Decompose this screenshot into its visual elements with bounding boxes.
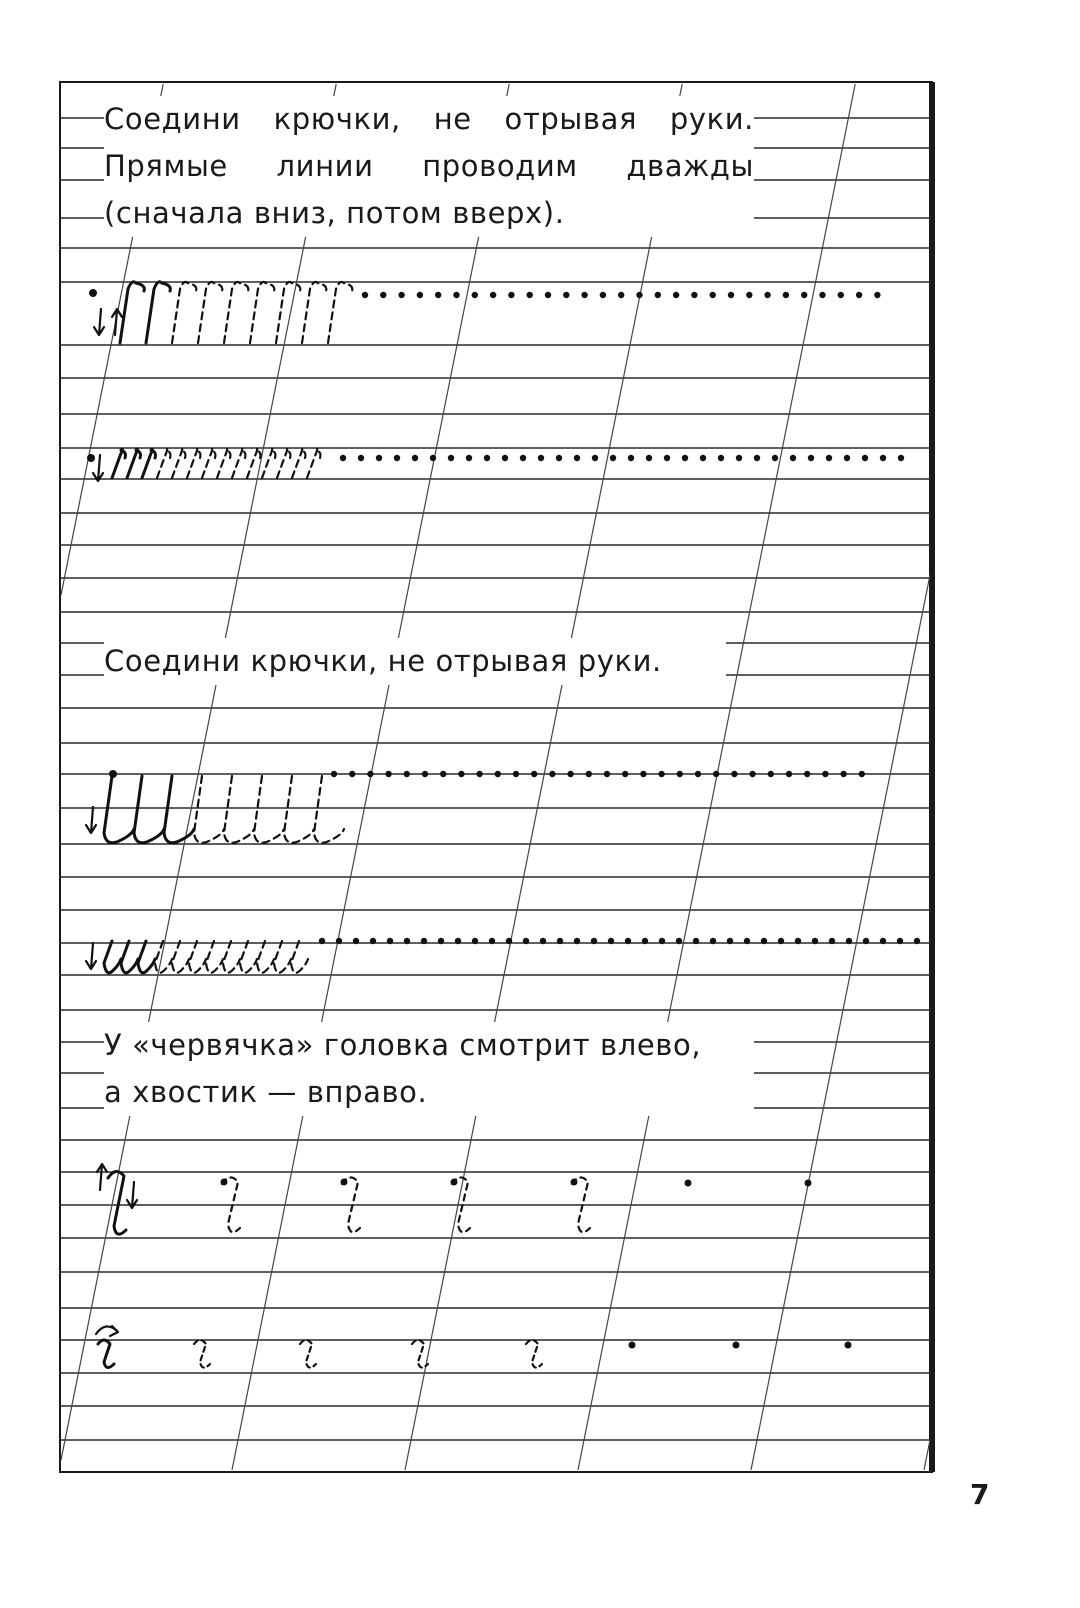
guide-dot bbox=[422, 771, 428, 777]
guide-dot bbox=[783, 292, 789, 298]
guide-dot bbox=[430, 455, 436, 461]
loop-hook-stroke bbox=[292, 449, 306, 478]
guide-dot bbox=[676, 938, 682, 944]
guide-dot bbox=[472, 292, 478, 298]
guide-dot bbox=[489, 938, 495, 944]
loop-hook-stroke bbox=[224, 282, 248, 343]
guide-dot bbox=[376, 455, 382, 461]
direction-arrow bbox=[94, 309, 104, 335]
guide-dot bbox=[404, 938, 410, 944]
guide-dot bbox=[628, 455, 634, 461]
guide-dot bbox=[538, 455, 544, 461]
guide-dot bbox=[629, 1342, 636, 1349]
guide-dot bbox=[455, 938, 461, 944]
guide-dot bbox=[862, 455, 868, 461]
guide-dot bbox=[863, 938, 869, 944]
loop-hook-stroke bbox=[157, 449, 171, 478]
loop-hook-stroke bbox=[127, 449, 141, 478]
guide-dot bbox=[844, 455, 850, 461]
guide-dot bbox=[387, 938, 393, 944]
page-frame bbox=[60, 82, 932, 1472]
start-dot bbox=[341, 1179, 348, 1186]
guide-dot bbox=[733, 1342, 740, 1349]
guide-dot bbox=[846, 938, 852, 944]
guide-dot bbox=[772, 455, 778, 461]
guide-dot bbox=[567, 771, 573, 777]
instruction-line: Соедини крючки, не отрывая руки. bbox=[104, 644, 662, 678]
bottom-hook-stroke bbox=[224, 776, 254, 843]
guide-dot bbox=[540, 938, 546, 944]
guide-dot bbox=[829, 938, 835, 944]
guide-dot bbox=[370, 938, 376, 944]
page-number: 7 bbox=[970, 1478, 990, 1511]
guide-dot bbox=[636, 292, 642, 298]
worm-stroke bbox=[526, 1340, 542, 1368]
loop-hook-stroke bbox=[307, 449, 321, 478]
guide-dot bbox=[880, 938, 886, 944]
guide-dot bbox=[898, 455, 904, 461]
start-dot bbox=[571, 1179, 578, 1186]
guide-dot bbox=[727, 938, 733, 944]
guide-dot bbox=[812, 938, 818, 944]
loop-hook-stroke bbox=[302, 282, 326, 343]
guide-dot bbox=[466, 455, 472, 461]
guide-dot bbox=[508, 292, 514, 298]
guide-dot bbox=[586, 771, 592, 777]
slant-line bbox=[405, 84, 682, 1470]
direction-arrow bbox=[97, 1164, 107, 1190]
guide-dot bbox=[744, 938, 750, 944]
guide-dot bbox=[472, 938, 478, 944]
guide-dot bbox=[527, 292, 533, 298]
guide-dot bbox=[625, 938, 631, 944]
bottom-hook-stroke bbox=[314, 776, 344, 843]
bottom-hook-stroke bbox=[291, 941, 308, 973]
loop-hook-stroke bbox=[262, 449, 276, 478]
guide-dot bbox=[718, 455, 724, 461]
guide-dot bbox=[664, 455, 670, 461]
guide-dot bbox=[840, 771, 846, 777]
guide-dot bbox=[604, 771, 610, 777]
guide-dot bbox=[476, 771, 482, 777]
guide-dot bbox=[790, 455, 796, 461]
guide-dot bbox=[319, 938, 325, 944]
guide-dot bbox=[695, 771, 701, 777]
guide-dot bbox=[673, 292, 679, 298]
direction-arrow bbox=[96, 1326, 118, 1336]
guide-dot bbox=[746, 292, 752, 298]
guide-dot bbox=[574, 938, 580, 944]
guide-dot bbox=[592, 455, 598, 461]
bottom-hook-stroke bbox=[257, 941, 274, 973]
loop-hook-stroke bbox=[172, 282, 196, 343]
page-frame-shadow bbox=[929, 82, 935, 1472]
guide-dot bbox=[655, 292, 661, 298]
guide-dot bbox=[549, 771, 555, 777]
guide-dot bbox=[520, 455, 526, 461]
start-dot bbox=[221, 1179, 228, 1186]
guide-dot bbox=[458, 771, 464, 777]
start-dot bbox=[109, 770, 117, 778]
loop-hook-stroke bbox=[198, 282, 222, 343]
guide-dot bbox=[642, 938, 648, 944]
loop-hook-stroke bbox=[250, 282, 274, 343]
guide-dot bbox=[438, 938, 444, 944]
guide-dot bbox=[691, 292, 697, 298]
guide-dot bbox=[513, 771, 519, 777]
bottom-hook-stroke bbox=[172, 941, 189, 973]
bottom-hook-stroke bbox=[104, 776, 134, 843]
guide-dot bbox=[404, 771, 410, 777]
guide-dot bbox=[523, 938, 529, 944]
guide-dot bbox=[331, 771, 337, 777]
guide-dot bbox=[749, 771, 755, 777]
guide-dot bbox=[340, 455, 346, 461]
guide-dot bbox=[795, 938, 801, 944]
guide-dot bbox=[600, 292, 606, 298]
guide-dot bbox=[545, 292, 551, 298]
guide-dot bbox=[856, 292, 862, 298]
guide-dot bbox=[453, 292, 459, 298]
ruling-lines bbox=[61, 118, 930, 1440]
guide-dot bbox=[646, 455, 652, 461]
loop-hook-stroke bbox=[202, 449, 216, 478]
guide-dot bbox=[640, 771, 646, 777]
guide-dot bbox=[658, 771, 664, 777]
guide-dot bbox=[710, 938, 716, 944]
instruction-line: Прямые линии проводим дважды bbox=[104, 149, 754, 183]
loop-hook-stroke bbox=[276, 282, 300, 343]
guide-dot bbox=[713, 771, 719, 777]
guide-dot bbox=[440, 771, 446, 777]
guide-dot bbox=[728, 292, 734, 298]
loop-hook-stroke bbox=[142, 449, 156, 478]
worm-stroke bbox=[412, 1340, 428, 1368]
guide-dot bbox=[897, 938, 903, 944]
guide-dot bbox=[693, 938, 699, 944]
guide-dot bbox=[778, 938, 784, 944]
guide-dot bbox=[556, 455, 562, 461]
guide-dot bbox=[804, 771, 810, 777]
bottom-hook-stroke bbox=[164, 776, 194, 843]
guide-dot bbox=[801, 292, 807, 298]
loop-hook-stroke bbox=[277, 449, 291, 478]
guide-dot bbox=[563, 292, 569, 298]
loop-hook-stroke bbox=[146, 282, 170, 343]
guide-dot bbox=[591, 938, 597, 944]
loop-hook-stroke bbox=[172, 449, 186, 478]
bottom-hook-stroke bbox=[206, 941, 223, 973]
guide-dot bbox=[618, 292, 624, 298]
loop-hook-stroke bbox=[187, 449, 201, 478]
slant-guide-lines bbox=[61, 84, 930, 1470]
guide-dot bbox=[484, 455, 490, 461]
guide-dot bbox=[874, 292, 880, 298]
instruction-connect-hooks-double bbox=[104, 96, 754, 237]
guide-dot bbox=[412, 455, 418, 461]
guide-dot bbox=[506, 938, 512, 944]
slant-line bbox=[61, 84, 336, 1460]
guide-dot bbox=[786, 771, 792, 777]
start-dot bbox=[87, 454, 95, 462]
guide-dot bbox=[435, 292, 441, 298]
instruction-worm bbox=[104, 1022, 754, 1116]
bottom-hook-stroke bbox=[284, 776, 314, 843]
guide-dot bbox=[859, 771, 865, 777]
instruction-connect-hooks bbox=[104, 638, 726, 685]
guide-dot bbox=[398, 292, 404, 298]
bottom-hook-stroke bbox=[223, 941, 240, 973]
bottom-hook-stroke bbox=[274, 941, 291, 973]
worm-stroke bbox=[98, 1340, 114, 1368]
guide-dot bbox=[736, 455, 742, 461]
guide-dot bbox=[805, 1180, 812, 1187]
start-dot bbox=[89, 289, 97, 297]
guide-dot bbox=[574, 455, 580, 461]
guide-dot bbox=[826, 455, 832, 461]
guide-dot bbox=[822, 771, 828, 777]
bottom-hook-stroke bbox=[254, 776, 284, 843]
direction-arrow bbox=[127, 1182, 137, 1208]
bottom-hook-stroke bbox=[121, 941, 138, 973]
guide-dot bbox=[380, 292, 386, 298]
guide-dot bbox=[358, 455, 364, 461]
guide-dot bbox=[448, 455, 454, 461]
guide-dot bbox=[394, 455, 400, 461]
slant-line bbox=[751, 575, 930, 1470]
guide-dot bbox=[622, 771, 628, 777]
guide-dot bbox=[659, 938, 665, 944]
guide-dot bbox=[336, 938, 342, 944]
instruction-line: У «червячка» головка смотрит влево, bbox=[104, 1028, 702, 1062]
guide-dot bbox=[581, 292, 587, 298]
loop-hook-stroke bbox=[217, 449, 231, 478]
guide-dot bbox=[754, 455, 760, 461]
instruction-line: (сначала вниз, потом вверх). bbox=[104, 196, 565, 230]
guide-dot bbox=[731, 771, 737, 777]
guide-dot bbox=[914, 938, 920, 944]
guide-dot bbox=[557, 938, 563, 944]
guide-dot bbox=[838, 292, 844, 298]
guide-dot bbox=[700, 455, 706, 461]
guide-dot bbox=[421, 938, 427, 944]
worm-stroke bbox=[300, 1340, 316, 1368]
guide-dot bbox=[385, 771, 391, 777]
guide-dot bbox=[531, 771, 537, 777]
loop-hook-stroke bbox=[112, 449, 126, 478]
guide-dot bbox=[808, 455, 814, 461]
guide-dot bbox=[682, 455, 688, 461]
start-dot bbox=[451, 1179, 458, 1186]
loop-hook-stroke bbox=[328, 282, 352, 343]
guide-dot bbox=[367, 771, 373, 777]
bottom-hook-stroke bbox=[240, 941, 257, 973]
loop-hook-stroke bbox=[120, 282, 144, 343]
guide-dot bbox=[685, 1180, 692, 1187]
instruction-line: Соедини крючки, не отрывая руки. bbox=[104, 102, 754, 136]
guide-dot bbox=[710, 292, 716, 298]
bottom-hook-stroke bbox=[189, 941, 206, 973]
guide-dot bbox=[349, 771, 355, 777]
guide-dot bbox=[417, 292, 423, 298]
guide-dot bbox=[761, 938, 767, 944]
guide-dot bbox=[490, 292, 496, 298]
guide-dot bbox=[502, 455, 508, 461]
bottom-hook-stroke bbox=[104, 941, 121, 973]
direction-arrow bbox=[86, 943, 96, 969]
guide-dot bbox=[819, 292, 825, 298]
guide-dot bbox=[362, 292, 368, 298]
bottom-hook-stroke bbox=[194, 776, 224, 843]
bottom-hook-stroke bbox=[134, 776, 164, 843]
guide-dot bbox=[845, 1342, 852, 1349]
guide-dot bbox=[768, 771, 774, 777]
guide-dot bbox=[608, 938, 614, 944]
bottom-hook-stroke bbox=[138, 941, 155, 973]
instruction-line: а хвостик — вправо. bbox=[104, 1075, 428, 1109]
loop-hook-stroke bbox=[232, 449, 246, 478]
direction-arrow bbox=[86, 807, 96, 833]
guide-dot bbox=[764, 292, 770, 298]
guide-dot bbox=[677, 771, 683, 777]
guide-dot bbox=[880, 455, 886, 461]
guide-dot bbox=[353, 938, 359, 944]
worm-stroke bbox=[194, 1340, 210, 1368]
guide-dot bbox=[495, 771, 501, 777]
guide-dot bbox=[610, 455, 616, 461]
